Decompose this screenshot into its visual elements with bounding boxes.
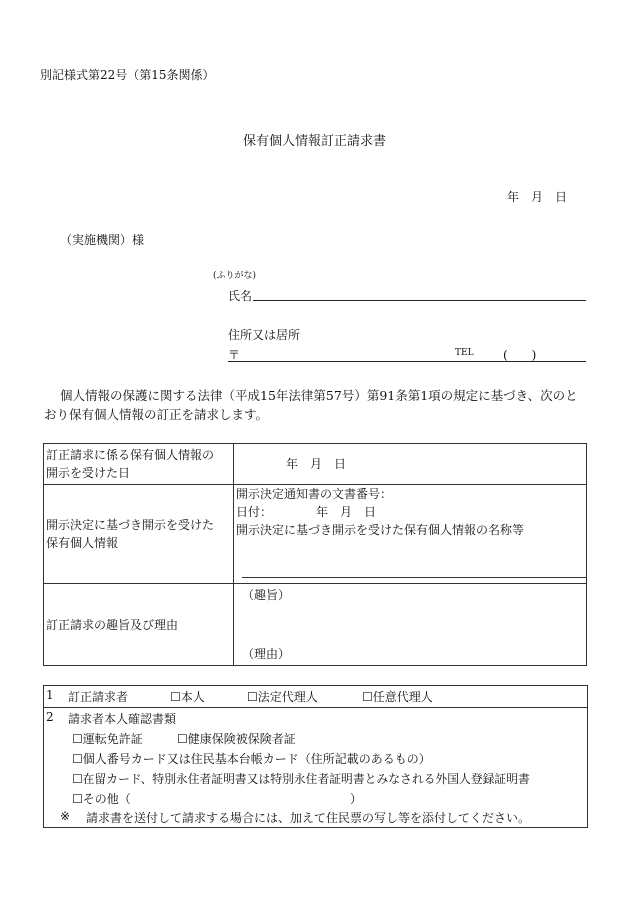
addressee: （実施機関）様 <box>60 233 145 247</box>
tel-label: TEL <box>455 348 474 358</box>
postal-mark: 〒 <box>228 348 241 362</box>
note-mark: ※ <box>60 809 71 823</box>
name-label: 氏名 <box>228 289 253 303</box>
item2-label: 請求者本人確認書類 <box>68 712 177 726</box>
box-divider <box>44 707 587 708</box>
page-title: 保有個人情報訂正請求書 <box>243 134 387 149</box>
body-text-1: 個人情報の保護に関する法律（平成15年法律第57号）第91条第1項の規定に基づき、次のと <box>60 388 578 403</box>
name-underline <box>253 300 586 301</box>
request-table <box>43 443 587 666</box>
checkbox-icon[interactable] <box>177 732 188 746</box>
row2-label: 開示決定に基づき開示を受けた 保有個人情報 <box>44 485 234 584</box>
checkbox-icon[interactable] <box>72 772 83 786</box>
row1-label: 訂正請求に係る保有個人情報の 開示を受けた日 <box>44 444 234 485</box>
checkbox-icon[interactable] <box>170 690 181 704</box>
address-underline <box>228 361 586 362</box>
item1-number: 1 <box>46 688 54 702</box>
row2-inner-line <box>242 577 586 578</box>
doc-other-close: ） <box>350 792 363 806</box>
checkbox-icon[interactable] <box>362 690 373 704</box>
checkbox-icon[interactable] <box>72 732 83 746</box>
body-text-2: おり保有個人情報の訂正を請求します。 <box>44 407 269 422</box>
item1-label: 訂正請求者 <box>68 690 129 704</box>
date-line: 年 月 日 <box>507 190 568 204</box>
item2-number: 2 <box>46 710 54 724</box>
tel-parens: ( ) <box>503 348 537 362</box>
doc-health-insurance[interactable]: ☐ 健康保険被保険者証 <box>177 730 296 747</box>
row3-label: 訂正請求の趣旨及び理由 <box>44 584 234 666</box>
checkbox-icon[interactable] <box>247 690 258 704</box>
form-number: 別記様式第22号（第15条関係） <box>40 68 215 82</box>
furigana-label: (ふりがな) <box>213 271 257 281</box>
doc-other[interactable]: ☐ その他（ <box>72 790 131 807</box>
requester-voluntary-agent-option[interactable]: ☐ 任意代理人 <box>362 688 433 705</box>
doc-my-number-card[interactable]: ☐ 個人番号カード又は住民基本台帳カード（住所記載のあるもの） <box>72 750 431 767</box>
row3-value: （趣旨） （理由） <box>234 584 587 666</box>
row1-value: 年 月 日 <box>234 444 587 485</box>
note-text: 請求書を送付して請求する場合には、加えて住民票の写し等を添付してください。 <box>86 811 531 825</box>
checkbox-icon[interactable] <box>72 792 83 806</box>
requester-legal-agent-option[interactable]: ☐ 法定代理人 <box>247 688 318 705</box>
row2-value: 開示決定通知書の文書番号： 日付： 年 月 日 開示決定に基づき開示を受けた保有個人情報の名称等 <box>234 485 587 584</box>
doc-residence-card[interactable]: ☐ 在留カード、特別永住者証明書又は特別永住者証明書とみなされる外国人登録証明書 <box>72 770 530 787</box>
identity-box <box>43 685 588 828</box>
requester-self-option[interactable]: ☐ 本人 <box>170 688 205 705</box>
doc-drivers-license[interactable]: ☐ 運転免許証 <box>72 730 143 747</box>
checkbox-icon[interactable] <box>72 752 83 766</box>
address-label: 住所又は居所 <box>228 328 301 342</box>
